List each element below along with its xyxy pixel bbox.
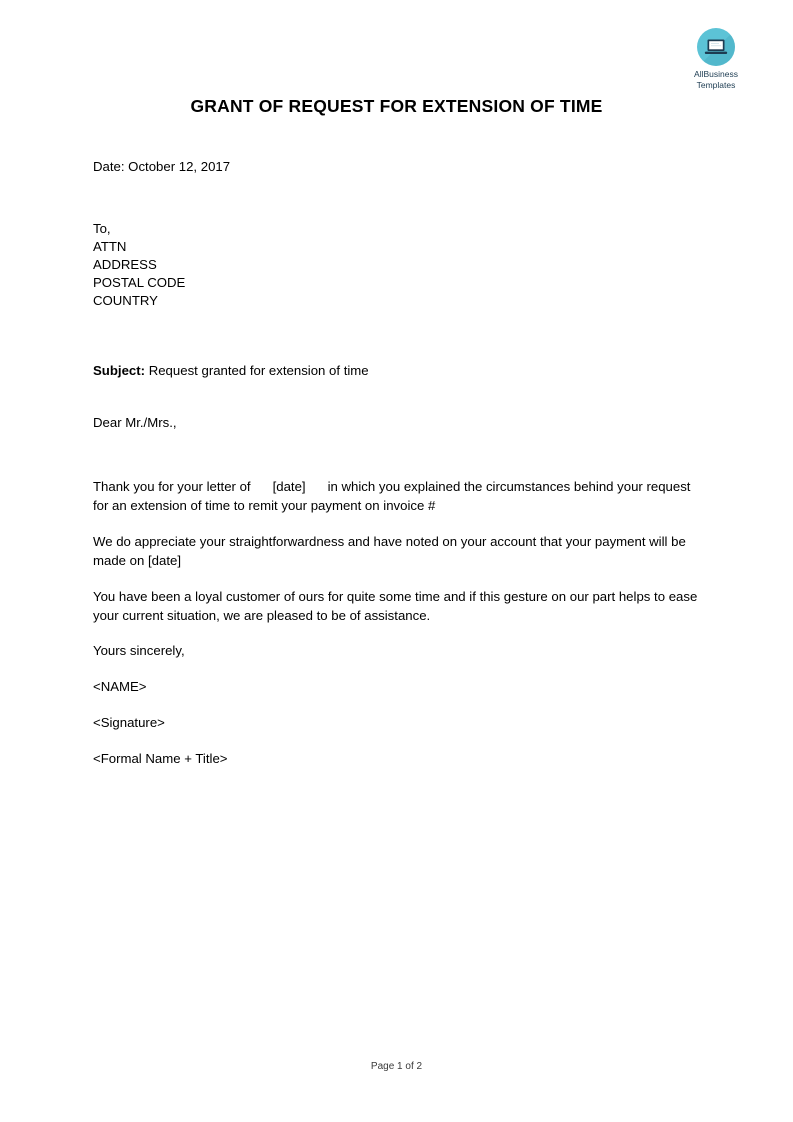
address-line: ADDRESS bbox=[93, 257, 157, 272]
brand-logo bbox=[676, 28, 756, 90]
closing-line: Yours sincerely, bbox=[93, 643, 185, 658]
brand-name-line-1: AllBusiness bbox=[694, 69, 738, 79]
body-paragraph-3: You have been a loyal customer of ours for quite some time and if this gesture on our part helps to ease your current situation, we are pleased to be of assistance. bbox=[93, 589, 698, 623]
logo-circle bbox=[697, 28, 735, 66]
subject-text: Request granted for extension of time bbox=[148, 363, 369, 378]
subject-label: Subject: bbox=[93, 363, 146, 378]
paragraph-1-text-a: Thank you for your letter of bbox=[93, 479, 251, 494]
subject-line bbox=[93, 362, 699, 380]
formal-name-placeholder: <Formal Name + Title> bbox=[93, 751, 228, 766]
recipient-address-block bbox=[93, 220, 699, 310]
body-paragraph-1 bbox=[93, 478, 699, 515]
page-footer: Page 1 of 2 bbox=[370, 1061, 423, 1072]
date-placeholder: [date] bbox=[272, 479, 306, 494]
address-line: ATTN bbox=[93, 239, 127, 254]
body-paragraph-2: We do appreciate your straightforwardness and have noted on your account that your payment will be made on [date] bbox=[93, 534, 686, 568]
name-placeholder: <NAME> bbox=[93, 679, 147, 694]
salutation: Dear Mr./Mrs., bbox=[93, 415, 177, 430]
signature-placeholder: <Signature> bbox=[93, 715, 165, 730]
address-line: POSTAL CODE bbox=[93, 275, 186, 290]
page-title: GRANT OF REQUEST FOR EXTENSION OF TIME bbox=[190, 96, 603, 116]
brand-name-line-2: Templates bbox=[696, 79, 736, 90]
paragraph-1-text-b: in which you explained the circumstances behind your request for an extension of time to remit your payment on invoice # bbox=[93, 479, 691, 513]
document-body bbox=[93, 158, 699, 768]
laptop-icon bbox=[704, 38, 728, 56]
date-line: Date: October 12, 2017 bbox=[93, 159, 231, 174]
address-line: To, bbox=[93, 221, 111, 236]
address-line: COUNTRY bbox=[93, 293, 158, 308]
